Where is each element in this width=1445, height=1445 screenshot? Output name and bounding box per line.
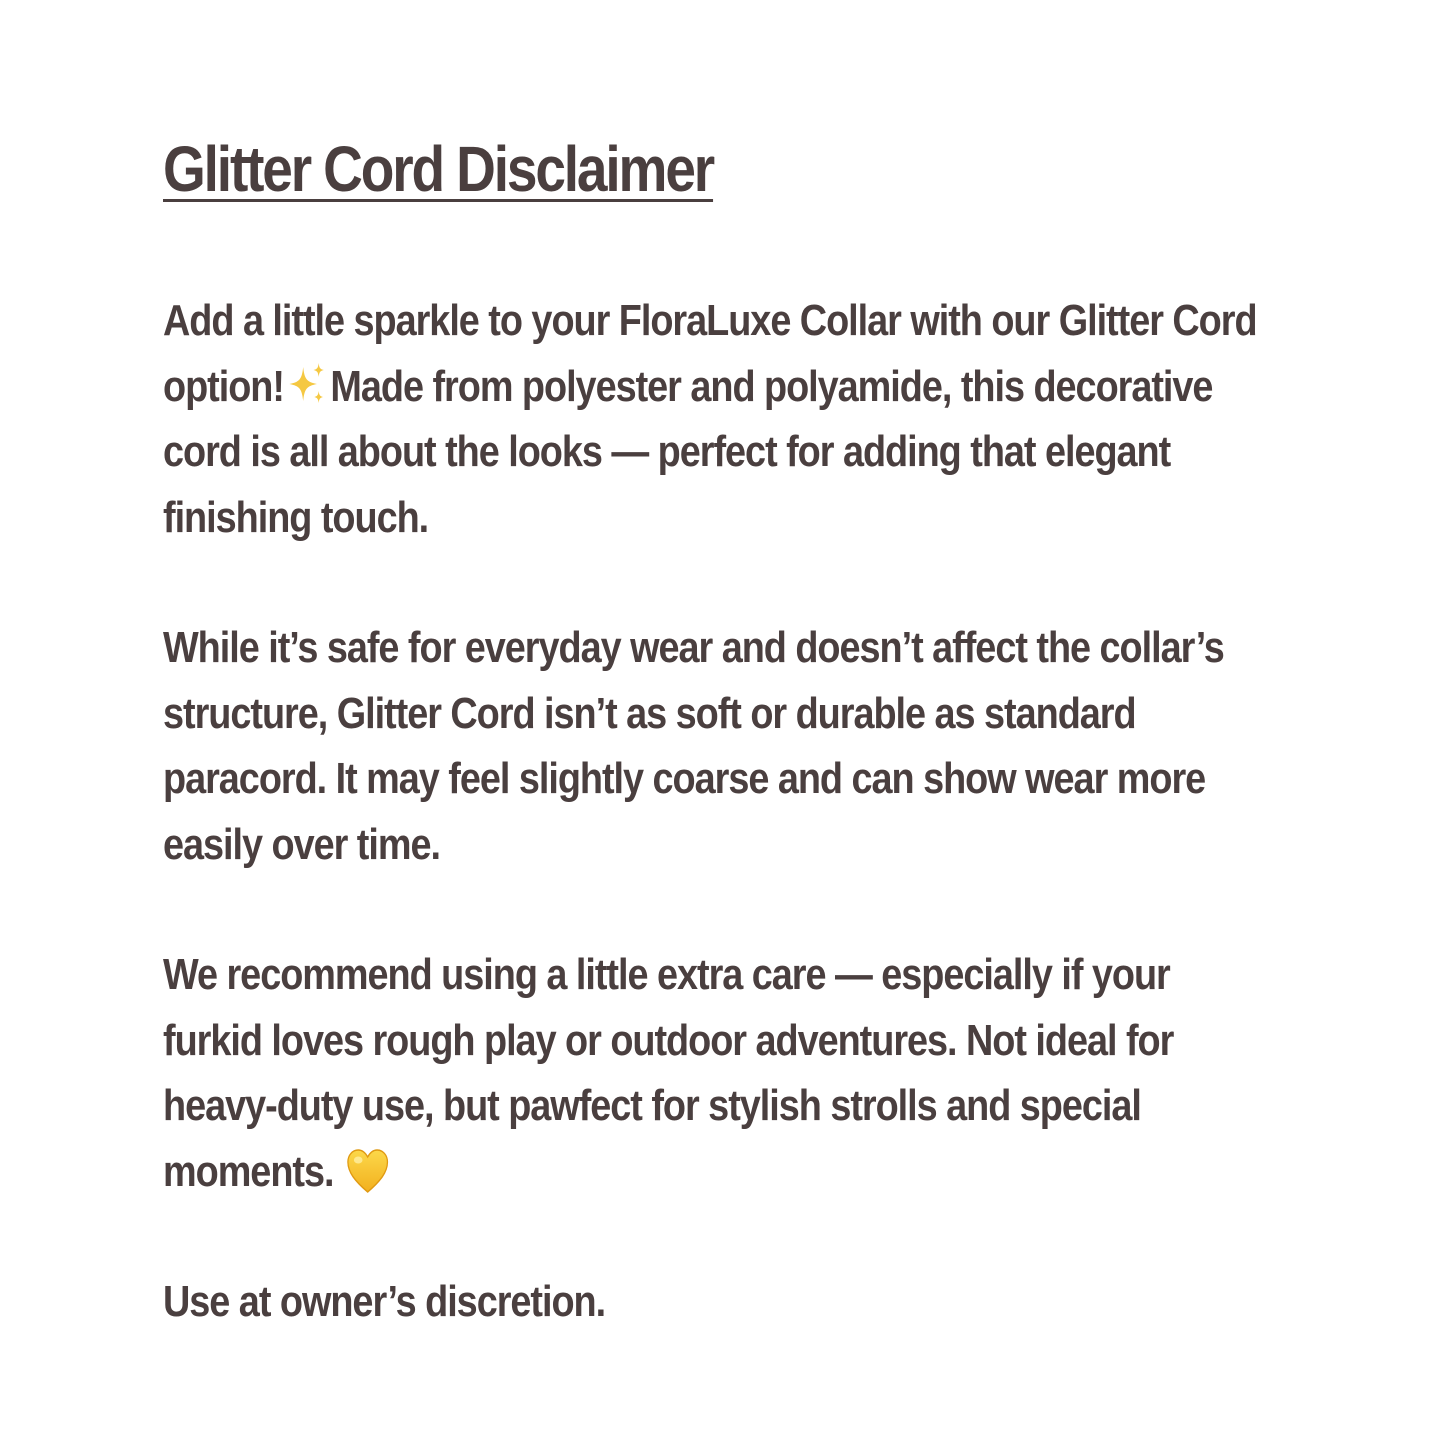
paragraph-discretion: [163, 1269, 1290, 1335]
text-line: Use at owner’s discretion.: [163, 1277, 606, 1326]
yellow-heart-icon: [346, 1147, 389, 1193]
text-line: furkid loves rough play or outdoor adventures. Not ideal for: [163, 1015, 1174, 1065]
text-fragment: moments.: [163, 1146, 334, 1196]
paragraph-durability: [163, 615, 1290, 877]
text-line: structure, Glitter Cord isn’t as soft or durable as standard: [163, 688, 1136, 738]
text-line: paracord. It may feel slightly coarse and can show wear more: [163, 754, 1206, 803]
text-line: While it’s safe for everyday wear and doesn’t affect the collar’s: [163, 623, 1224, 672]
text-line: We recommend using a little extra care — especially if your: [163, 950, 1170, 999]
text-line-with-icon: [163, 354, 1290, 420]
disclaimer-body: [163, 288, 1295, 1335]
text-line: Add a little sparkle to your FloraLuxe Collar with our Glitter Cord: [163, 296, 1257, 345]
text-line: heavy-duty use, but pawfect for stylish strolls and special: [163, 1081, 1141, 1130]
paragraph-intro: [163, 288, 1290, 550]
text-line-with-icon: [163, 1139, 1290, 1205]
text-fragment: option!: [163, 361, 284, 411]
text-fragment: Made from polyester and polyamide, this decorative: [330, 361, 1213, 411]
paragraph-recommendation: [163, 942, 1290, 1204]
page-title: Glitter Cord Disclaimer: [163, 133, 714, 205]
sparkles-icon: [287, 360, 327, 406]
text-line: easily over time.: [163, 819, 440, 869]
text-line: finishing touch.: [163, 492, 429, 542]
text-line: cord is all about the looks — perfect for adding that elegant: [163, 427, 1171, 476]
